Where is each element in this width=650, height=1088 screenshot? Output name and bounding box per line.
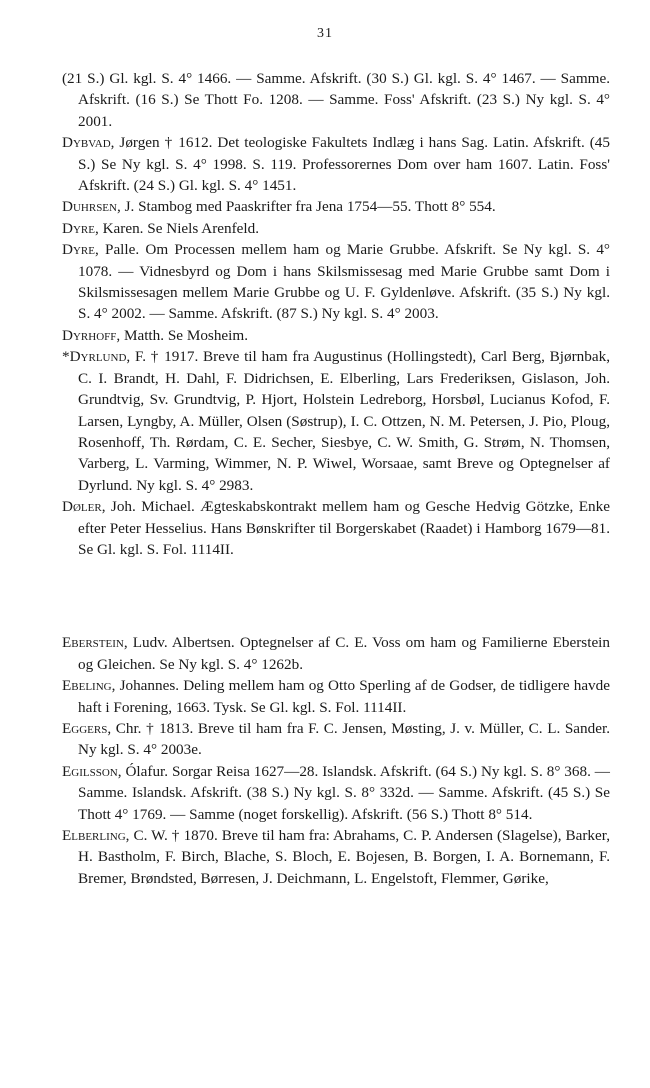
entry-name: Døler <box>62 498 102 516</box>
entry-text: , C. W. † 1870. Breve til ham fra: Abrahams, C. P. Andersen (Slagelse), Barker, H. Bastholm, F. Birch, Blache, S. Bloch, E. Bojesen, B. Borgen, I. A. Bornemann, F. Bremer, Brøndsted, Børresen, J. Deichmann, L. Engelstoft, Flemmer, Gørike, <box>78 827 610 887</box>
entry-name: Dyrhoff <box>62 326 117 344</box>
entry-text: , Joh. Michael. Ægteskabskontrakt mellem ham og Gesche Hedvig Götzke, Enke efter Peter Hesselius. Hans Bønskrifter til Borgerskabet (Raadet) i Hamborg 1679—81. Se Gl. kgl. S. Fol. 1114II. <box>78 498 610 558</box>
entry-text: , Palle. Om Processen mellem ham og Marie Grubbe. Afskrift. Se Ny kgl. S. 4° 1078. — Vidnesbyrd og Dom i hans Skilsmissesag med Marie Grubbe samt Dom i Skilsmissesagen mellem Marie Grubbe og U. F. Gyldenløve. Afskrift. (35 S.) Ny kgl. S. 4° 2002. — Samme. Afskrift. (87 S.) Ny kgl. S. 4° 2003. <box>78 241 610 323</box>
entry-duhrsen <box>62 196 610 217</box>
entry-name: *Dyrlund <box>62 348 127 366</box>
entry-text: , Ólafur. Sorgar Reisa 1627—28. Islandsk. Afskrift. (64 S.) Ny kgl. S. 8° 368. — Samme. Islandsk. Afskrift. (38 S.) Ny kgl. S. 8° 332d. — Samme. Afskrift. (45 S.) Se Thott 4° 1769. — Samme (noget forskellig). Afskrift. (56 S.) Thott 8° 514. <box>78 762 610 823</box>
entry-ebeling <box>62 675 610 718</box>
entry-name: Dybvad <box>62 134 111 152</box>
section-gap <box>62 560 610 632</box>
entry-dyre-karen <box>62 218 610 239</box>
entry-dyrhoff <box>62 325 610 346</box>
entry-text: , Chr. † 1813. Breve til ham fra F. C. Jensen, Møsting, J. v. Müller, C. L. Sander. Ny kgl. S. 4° 2003e. <box>78 719 610 759</box>
entry-dyre-palle <box>62 239 610 325</box>
entry-text: , Karen. Se Niels Arenfeld. <box>94 219 260 237</box>
entry-text: , J. Stambog med Paaskrifter fra Jena 1754—55. Thott 8° 554. <box>116 198 496 216</box>
entry-name: Egilsson <box>62 762 118 780</box>
page-number: 31 <box>317 26 333 41</box>
entry-list <box>62 68 610 889</box>
entry-elberling <box>62 825 610 889</box>
entry-text: , Ludv. Albertsen. Optegnelser af C. E. Voss om ham og Familierne Eberstein og Gleichen. Se Ny kgl. S. 4° 1262b. <box>78 634 610 673</box>
entry-name: Dyre <box>62 241 95 259</box>
entry-dyrlund <box>62 346 610 496</box>
entry-continuation <box>62 68 610 132</box>
entry-name: Eberstein <box>62 634 124 652</box>
entry-name: Elberling <box>62 827 126 844</box>
entry-text: , Johannes. Deling mellem ham og Otto Sperling af de Godser, de tidligere havde haft i Forening, 1663. Tysk. Se Gl. kgl. S. Fol. 1114II. <box>78 677 610 716</box>
entry-eggers <box>62 718 610 761</box>
entry-text: , Matth. Se Mosheim. <box>116 326 248 344</box>
entry-doeler <box>62 496 610 560</box>
entry-text: , F. † 1917. Breve til ham fra Augustinus (Hollingstedt), Carl Berg, Bjørnbak, C. I. Brandt, H. Dahl, F. Didrichsen, E. Elberling, Lars Frederiksen, Gislason, Joh. Grundtvig, Sv. Grundtvig, P. Hjort, Holstein Ledreborg, Horsbøl, Lucianus Kofod, F. Larsen, Lyngby, A. Müller, Olsen (Søstrup), I. C. Ottzen, N. M. Petersen, J. Pio, Ploug, Rosenhoff, Th. Rørdam, C. E. Secher, Siesbye, C. W. Smith, G. Strøm, N. Thomsen, Varberg, L. Varming, Wimmer, N. P. Wiwel, Worsaae, samt Breve og Optegnelser af Dyrlund. Ny kgl. S. 4° 2983. <box>78 348 610 494</box>
entry-text: , Jørgen † 1612. Det teologiske Fakultets Indlæg i hans Sag. Latin. Afskrift. (45 S.) Se Ny kgl. S. 4° 1998. S. 119. Professorernes Dom over ham 1607. Latin. Foss' Afskrift. (24 S.) Gl. kgl. S. 4° 1451. <box>78 134 610 195</box>
entry-name: Ebeling <box>62 677 112 695</box>
entry-name: Eggers <box>62 719 108 737</box>
entry-dybvad <box>62 132 610 196</box>
entry-eberstein <box>62 632 610 675</box>
entry-text: (21 S.) Gl. kgl. S. 4° 1466. — Samme. Afskrift. (30 S.) Gl. kgl. S. 4° 1467. — Samme. Afskrift. (16 S.) Se Thott Fo. 1208. — Samme. Foss' Afskrift. (23 S.) Ny kgl. S. 4° 2001. <box>62 70 610 130</box>
entry-name: Duhrsen <box>62 198 117 216</box>
entry-name: Dyre <box>62 219 95 237</box>
entry-egilsson <box>62 761 610 825</box>
